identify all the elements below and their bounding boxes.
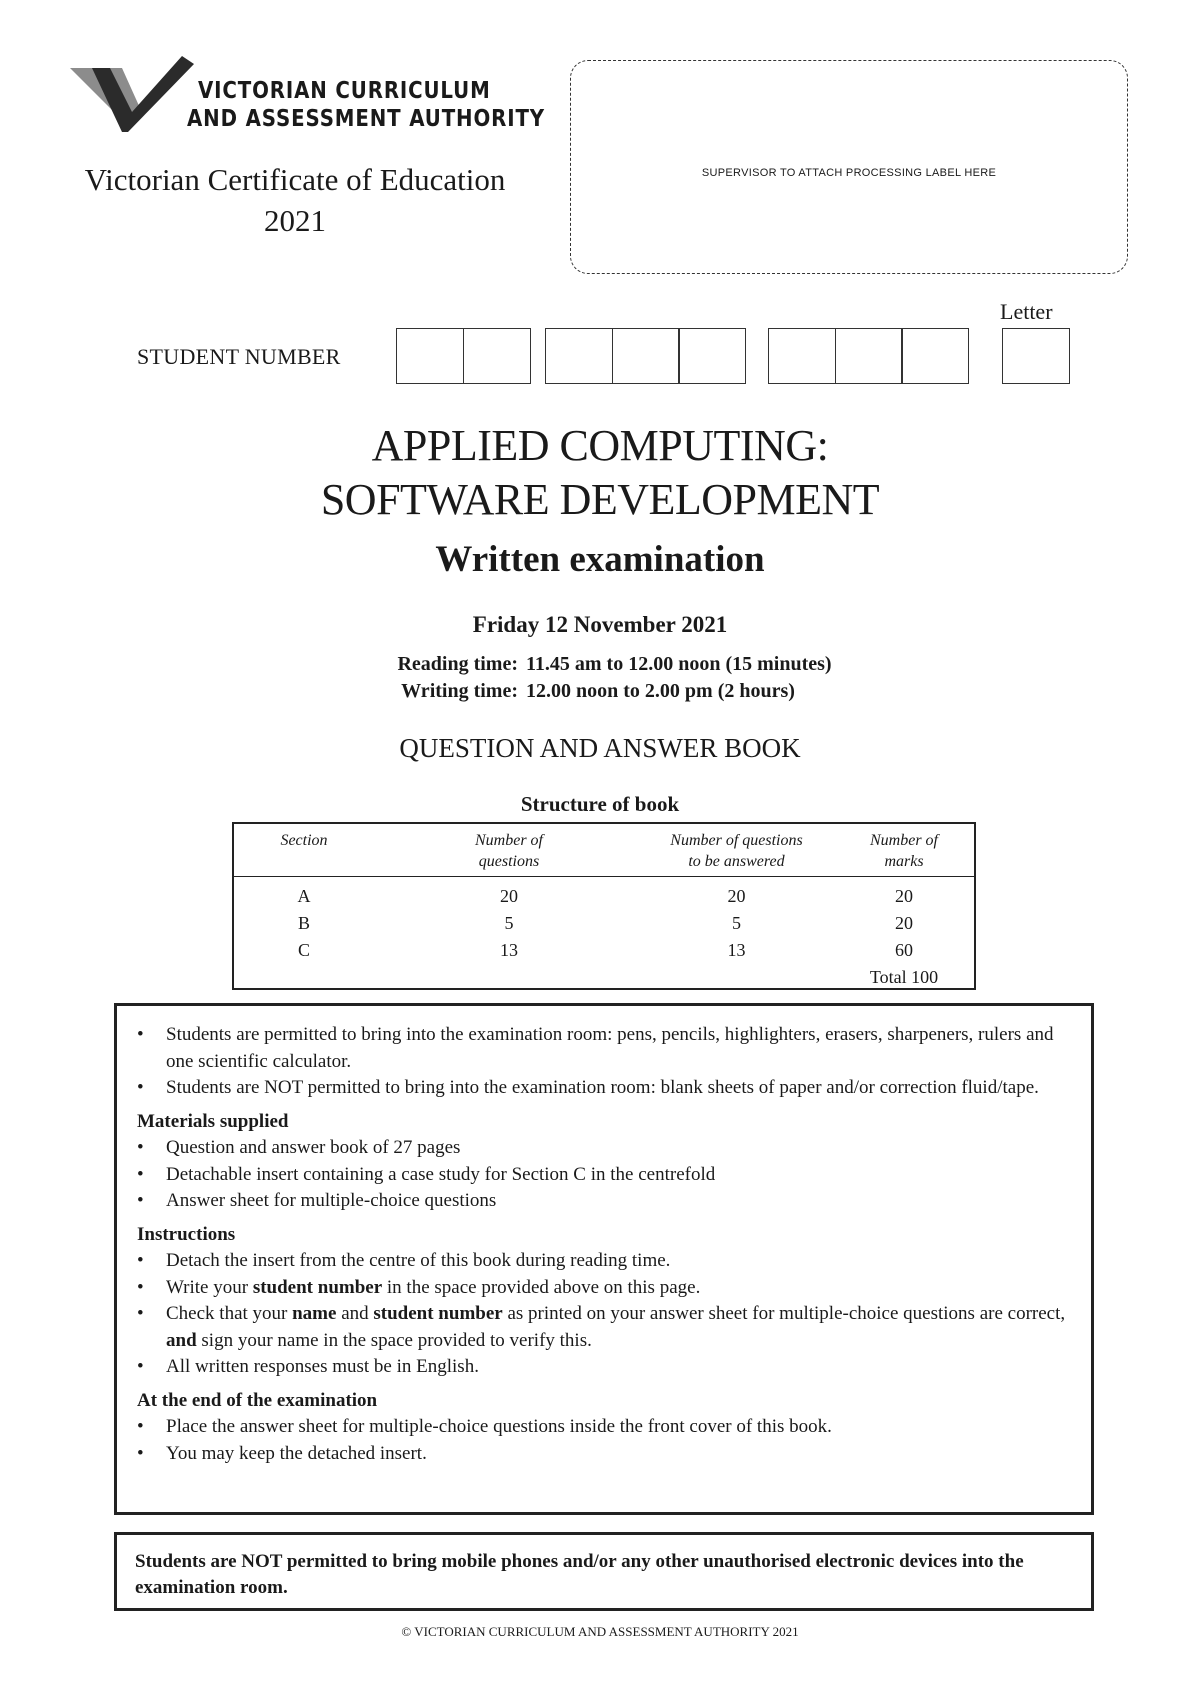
logo-line-2: AND ASSESSMENT AUTHORITY — [187, 106, 546, 132]
student-number-letter-box[interactable] — [1002, 328, 1070, 384]
writing-time-row — [360, 680, 795, 703]
writing-time-value: 12.00 noon to 2.00 pm (2 hours) — [526, 680, 795, 702]
student-number-digit-box[interactable] — [612, 328, 680, 384]
list-item: • Place the answer sheet for multiple-choice questions inside the front cover of this book. — [137, 1414, 1075, 1441]
vcaa-check-mark-icon — [70, 56, 200, 136]
list-item: • Detach the insert from the centre of this book during reading time. — [137, 1248, 1075, 1275]
cell-marks: 60 — [895, 940, 913, 960]
student-number-letter-group — [1002, 328, 1069, 386]
structure-caption: Structure of book — [520, 792, 680, 816]
student-number-digit-box[interactable] — [768, 328, 836, 384]
exam-type: Written examination — [435, 539, 765, 580]
cell-questions: 5 — [504, 913, 514, 933]
list-item: • Answer sheet for multiple-choice questions — [137, 1188, 1075, 1215]
subject-title-line-2: SOFTWARE DEVELOPMENT — [320, 475, 880, 524]
cell-questions: 13 — [500, 940, 518, 960]
table-row — [234, 886, 974, 913]
materials-list — [137, 1135, 1075, 1215]
certificate-title: Victorian Certificate of Education — [84, 162, 506, 197]
instructions-list — [137, 1248, 1075, 1381]
information-box — [114, 1003, 1094, 1515]
list-item: • Students are NOT permitted to bring into the examination room: blank sheets of paper and/or correction fluid/tape. — [137, 1075, 1075, 1102]
end-of-exam-list — [137, 1414, 1075, 1467]
certificate-year: 2021 — [264, 203, 326, 238]
reading-time-row — [360, 653, 832, 676]
student-number-group-1 — [396, 328, 529, 386]
cell-total: Total 100 — [869, 967, 939, 987]
student-number-digit-box[interactable] — [678, 328, 746, 384]
book-title: QUESTION AND ANSWER BOOK — [399, 733, 801, 763]
exam-date: Friday 12 November 2021 — [472, 612, 728, 637]
permitted-list — [137, 1022, 1075, 1102]
student-number-label: STUDENT NUMBER — [137, 344, 341, 369]
cell-marks: 20 — [895, 886, 913, 906]
cell-section: A — [297, 886, 311, 906]
student-number-digit-box[interactable] — [901, 328, 969, 384]
copyright-footer: © VICTORIAN CURRICULUM AND ASSESSMENT AUTHORITY 2021 — [401, 1624, 799, 1639]
list-item: • Check that your name and student number as printed on your answer sheet for multiple-choice questions are correct, and sign your name in the space provided to verify this. — [137, 1301, 1075, 1354]
warning-text: Students are NOT permitted to bring mobile phones and/or any other unauthorised electronic devices into the examination room. — [135, 1551, 1024, 1598]
reading-time-value: 11.45 am to 12.00 noon (15 minutes) — [526, 653, 832, 675]
cell-section: C — [297, 940, 310, 960]
processing-label-box — [570, 60, 1128, 274]
list-item: • Students are permitted to bring into the examination room: pens, pencils, highlighters, erasers, sharpeners, rulers and one scientific calculator. — [137, 1022, 1075, 1075]
table-row — [234, 913, 974, 940]
warning-box — [114, 1532, 1094, 1611]
cell-answered: 13 — [727, 940, 746, 960]
processing-label-text: SUPERVISOR TO ATTACH PROCESSING LABEL HERE — [701, 167, 997, 179]
cell-answered: 5 — [732, 913, 741, 933]
subject-title-line-1: APPLIED COMPUTING: — [371, 421, 829, 470]
list-item: • Write your student number in the space provided above on this page. — [137, 1275, 1075, 1302]
cell-section: B — [297, 913, 310, 933]
list-item: • Detachable insert containing a case study for Section C in the centrefold — [137, 1162, 1075, 1189]
writing-time-label: Writing time: — [401, 680, 518, 702]
structure-table — [232, 822, 976, 990]
cell-marks: 20 — [895, 913, 913, 933]
student-number-digit-box[interactable] — [463, 328, 531, 384]
student-number-digit-box[interactable] — [545, 328, 613, 384]
structure-table-header — [234, 824, 974, 877]
instructions-heading: Instructions — [137, 1223, 236, 1245]
end-of-exam-heading: At the end of the examination — [137, 1389, 378, 1411]
header-section: Section — [280, 832, 328, 849]
list-item: • You may keep the detached insert. — [137, 1441, 1075, 1468]
materials-heading: Materials supplied — [137, 1110, 289, 1132]
student-number-group-3 — [768, 328, 968, 386]
logo-line-1: VICTORIAN CURRICULUM — [198, 78, 491, 104]
reading-time-label: Reading time: — [397, 653, 518, 675]
vcaa-logo — [70, 56, 546, 136]
student-number-digit-box[interactable] — [396, 328, 464, 384]
header-number-of-questions: Number of questions — [475, 832, 543, 870]
table-row — [234, 940, 974, 967]
header-questions-to-answer: Number of questions to be answered — [670, 832, 803, 870]
header-number-of-marks: Number of marks — [870, 832, 938, 870]
student-number-digit-box[interactable] — [835, 328, 903, 384]
table-total-row — [234, 967, 974, 994]
list-item: • Question and answer book of 27 pages — [137, 1135, 1075, 1162]
letter-label: Letter — [1000, 299, 1053, 324]
cell-questions: 20 — [500, 886, 518, 906]
student-number-group-2 — [545, 328, 745, 386]
list-item: • All written responses must be in English. — [137, 1354, 1075, 1381]
cell-answered: 20 — [727, 886, 746, 906]
